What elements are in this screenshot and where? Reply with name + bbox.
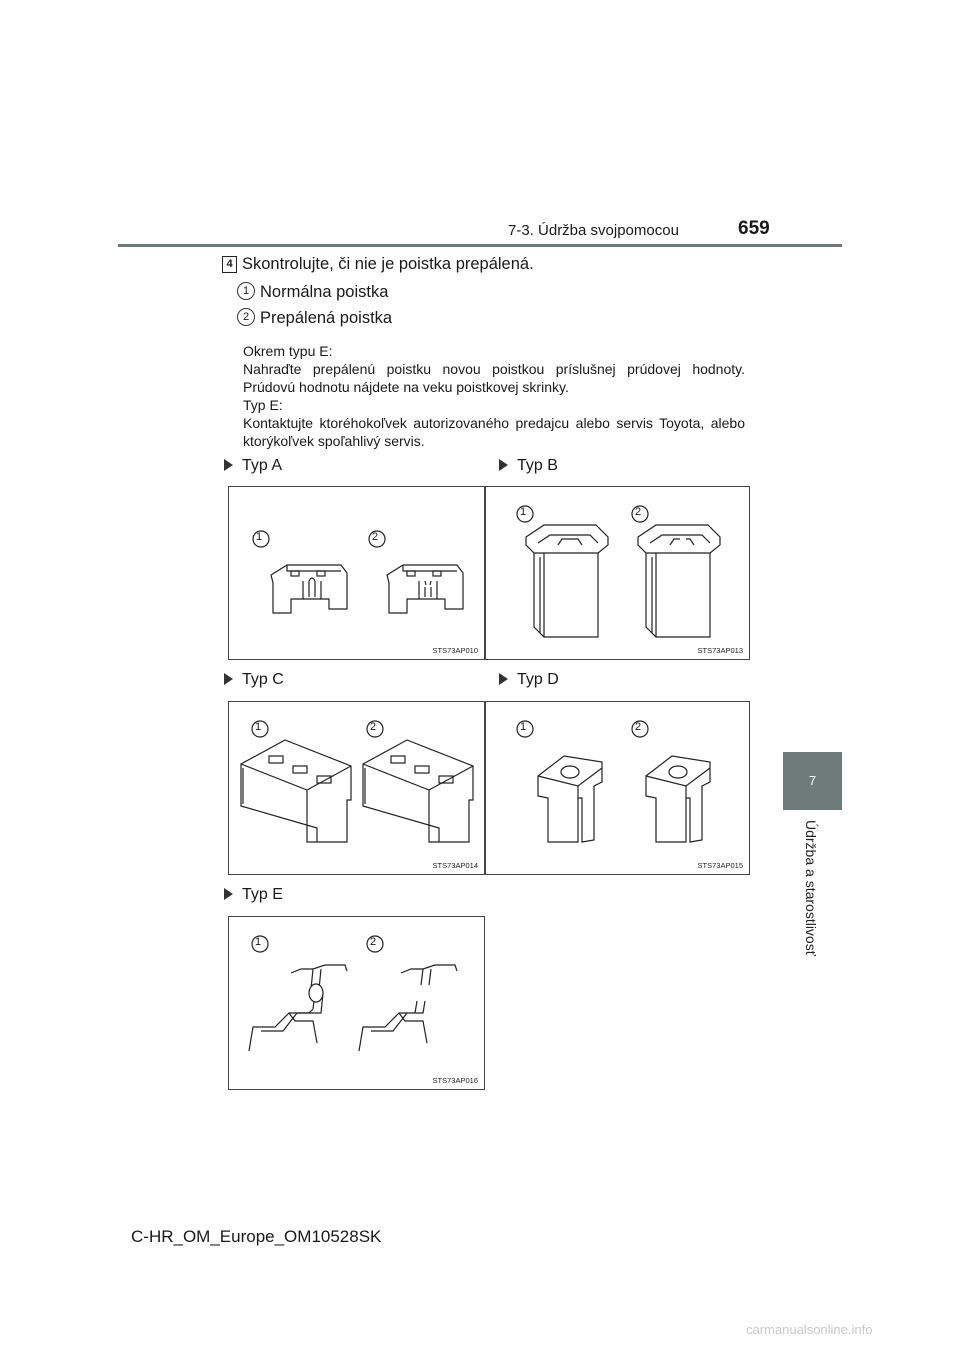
fuse-normal-icon bbox=[241, 740, 351, 842]
triangle-bullet-icon bbox=[224, 459, 233, 471]
note-heading: Okrem typu E: bbox=[243, 343, 333, 359]
note-body: Kontaktujte ktoréhokoľvek autorizovaného predajcu alebo servis Toyota, alebo ktorýkoľvek spoľahlivý servis. bbox=[243, 415, 745, 449]
marker-2: 2 bbox=[372, 531, 379, 543]
fuse-blown-icon bbox=[387, 565, 463, 613]
fuse-blown-icon bbox=[646, 756, 710, 842]
fuse-blown-icon bbox=[638, 525, 720, 637]
type-b-label: Typ B bbox=[499, 457, 558, 475]
item-label-blown: Prepálená poistka bbox=[260, 309, 393, 327]
marker-1: 1 bbox=[255, 721, 262, 733]
fuse-normal-icon bbox=[271, 565, 347, 613]
marker-2: 2 bbox=[370, 936, 377, 948]
fuse-normal-icon bbox=[526, 525, 608, 637]
marker-2: 2 bbox=[635, 506, 642, 518]
note-except-type-e bbox=[243, 342, 745, 396]
note-type-e bbox=[243, 396, 745, 450]
marker-1: 1 bbox=[256, 531, 263, 543]
header-divider bbox=[118, 244, 842, 247]
marker-2: 2 bbox=[370, 721, 377, 733]
item-marker-normal: 1 bbox=[237, 282, 255, 300]
item-label-normal: Normálna poistka bbox=[260, 283, 389, 301]
note-heading: Typ E: bbox=[243, 397, 283, 413]
triangle-bullet-icon bbox=[499, 459, 508, 471]
figure-type-d bbox=[485, 701, 750, 875]
type-c-label: Typ C bbox=[224, 671, 284, 689]
note-body: Nahraďte prepálenú poistku novou poistkou príslušnej prúdovej hodnoty. Prúdovú hodnotu nájdete na veku poistkovej skrinky. bbox=[243, 361, 745, 395]
step-number-badge: 4 bbox=[222, 256, 237, 273]
triangle-bullet-icon bbox=[224, 888, 233, 900]
figure-code: STS73AP016 bbox=[432, 1076, 478, 1085]
triangle-bullet-icon bbox=[499, 673, 508, 685]
type-e-label: Typ E bbox=[224, 886, 283, 904]
triangle-bullet-icon bbox=[224, 673, 233, 685]
fuse-blown-icon bbox=[363, 740, 473, 842]
marker-1: 1 bbox=[520, 721, 527, 733]
type-d-label: Typ D bbox=[499, 671, 559, 689]
figure-type-b bbox=[485, 486, 750, 660]
chapter-label: Údržba a starostlivosť bbox=[803, 820, 819, 956]
figure-code: STS73AP015 bbox=[697, 861, 743, 870]
section-title: 7-3. Údržba svojpomocou bbox=[508, 222, 679, 239]
marker-1: 1 bbox=[255, 936, 262, 948]
item-marker-blown: 2 bbox=[237, 308, 255, 326]
marker-2: 2 bbox=[635, 721, 642, 733]
chapter-tab: 7 bbox=[783, 752, 842, 810]
figure-type-c bbox=[228, 701, 485, 875]
document-id: C-HR_OM_Europe_OM10528SK bbox=[131, 1227, 382, 1246]
type-a-label: Typ A bbox=[224, 457, 282, 475]
step-instruction: Skontrolujte, či nie je poistka prepálená. bbox=[242, 255, 534, 273]
figure-type-a bbox=[228, 486, 485, 660]
fuse-link-normal-icon bbox=[249, 965, 347, 1051]
figure-code: STS73AP013 bbox=[697, 646, 743, 655]
marker-1: 1 bbox=[520, 506, 527, 518]
watermark: carmanualsonline.info bbox=[746, 1322, 873, 1337]
figure-code: STS73AP014 bbox=[432, 861, 478, 870]
figure-code: STS73AP010 bbox=[432, 646, 478, 655]
fuse-link-blown-icon bbox=[359, 965, 457, 1051]
figure-type-e bbox=[228, 916, 485, 1090]
page-number: 659 bbox=[738, 218, 770, 239]
fuse-normal-icon bbox=[538, 756, 602, 842]
